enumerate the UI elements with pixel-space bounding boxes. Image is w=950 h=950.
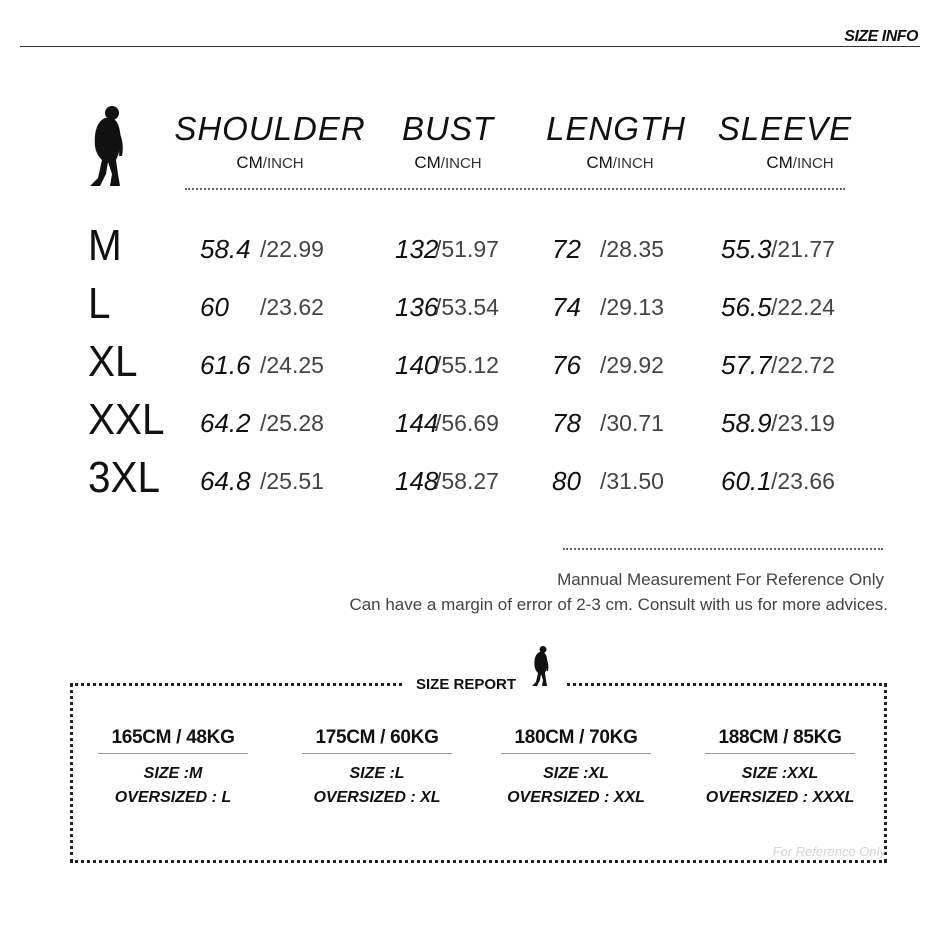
col-unit-bust: CM/INCH (414, 153, 482, 172)
measure-inch-value: /28.35 (600, 236, 664, 262)
measure-inch (771, 352, 835, 379)
measure-cm (395, 292, 438, 323)
measure-cm-value: 55.3 (721, 234, 772, 264)
measure-inch-value: /58.27 (435, 468, 499, 494)
measure-inch (600, 410, 664, 437)
measure-cm-value: 60.1 (721, 466, 772, 496)
report-oversized: OVERSIZED : XL (313, 789, 441, 806)
col-header-length: LENGTH (546, 110, 686, 147)
measure-cm-value: 58.4 (200, 234, 251, 264)
measure-inch-value: /21.77 (771, 236, 835, 262)
measure-inch-value: /25.28 (260, 410, 324, 436)
ape-silhouette-icon (530, 642, 552, 690)
report-underline (302, 753, 452, 754)
measure-cm (395, 466, 438, 497)
measure-cm (552, 408, 581, 439)
measure-inch (260, 294, 324, 321)
report-oversized: OVERSIZED : XXL (507, 789, 645, 806)
measure-cm-value: 64.8 (200, 466, 251, 496)
measure-inch-value: /51.97 (435, 236, 499, 262)
col-header-bust: BUST (401, 110, 494, 147)
measure-inch-value: /23.19 (771, 410, 835, 436)
measure-inch (260, 410, 324, 437)
measure-cm (200, 292, 229, 323)
size-report-title: SIZE REPORT (416, 676, 517, 693)
measure-cm (721, 234, 772, 265)
measure-inch-value: /22.72 (771, 352, 835, 378)
measure-cm (721, 408, 772, 439)
measure-inch-value: /53.54 (435, 294, 499, 320)
measure-inch-value: /30.71 (600, 410, 664, 436)
report-body-stats: 188CM / 85KG (718, 727, 842, 748)
size-label: M (88, 221, 122, 270)
measure-cm-value: 140 (395, 350, 439, 380)
measure-cm-value: 132 (395, 234, 439, 264)
col-header-sleeve: SLEEVE (717, 110, 853, 147)
report-size: SIZE :M (143, 765, 203, 782)
measure-inch-value: /29.92 (600, 352, 664, 378)
report-size: SIZE :L (349, 765, 405, 782)
measure-inch-value: /23.62 (260, 294, 324, 320)
report-size: SIZE :XL (543, 765, 609, 782)
measure-inch-value: /56.69 (435, 410, 499, 436)
measure-inch (600, 294, 664, 321)
measure-cm (552, 292, 581, 323)
measure-cm (395, 350, 438, 381)
measure-cm (552, 466, 581, 497)
report-footnote: For Reference Only (772, 844, 886, 859)
measure-inch (600, 236, 664, 263)
measure-inch (260, 468, 324, 495)
measure-cm-value: 144 (395, 408, 439, 438)
measure-cm (721, 350, 772, 381)
measure-cm (552, 350, 581, 381)
report-underline (98, 753, 248, 754)
report-body-stats: 180CM / 70KG (514, 727, 638, 748)
measure-inch-value: /29.13 (600, 294, 664, 320)
measure-cm-value: 72 (552, 234, 581, 264)
measure-inch (771, 410, 835, 437)
measure-inch (600, 468, 664, 495)
measure-cm (395, 234, 438, 265)
note-margin: Can have a margin of error of 2-3 cm. Consult with us for more advices. (349, 595, 888, 614)
measure-cm (200, 408, 251, 439)
size-label: L (88, 279, 111, 328)
header-rule (20, 46, 920, 47)
header-title: SIZE INFO (844, 28, 918, 45)
measure-cm-value: 64.2 (200, 408, 251, 438)
measure-cm-value: 57.7 (721, 350, 772, 380)
measure-cm-value: 74 (552, 292, 581, 322)
measure-cm-value: 136 (395, 292, 439, 322)
report-entry (486, 727, 666, 807)
measure-inch (435, 468, 499, 495)
measure-inch (771, 294, 835, 321)
measure-inch-value: /22.99 (260, 236, 324, 262)
measure-inch (771, 468, 835, 495)
col-unit-shoulder: CM/INCH (236, 153, 304, 172)
measure-cm (721, 466, 772, 497)
measure-cm-value: 80 (552, 466, 581, 496)
measure-inch (260, 352, 324, 379)
report-underline (705, 753, 855, 754)
measure-cm (721, 292, 772, 323)
size-label: 3XL (88, 453, 161, 502)
measure-cm (395, 408, 438, 439)
report-entry (690, 727, 870, 807)
col-unit-length: CM/INCH (586, 153, 654, 172)
size-label: XL (88, 337, 138, 386)
measure-cm (200, 350, 251, 381)
notes-divider (563, 548, 883, 550)
measure-inch (600, 352, 664, 379)
header-divider (185, 188, 845, 190)
report-entry (287, 727, 467, 807)
measure-cm-value: 56.5 (721, 292, 772, 322)
measure-cm-value: 61.6 (200, 350, 251, 380)
col-unit-sleeve: CM/INCH (766, 153, 834, 172)
measure-cm (200, 234, 251, 265)
measure-inch-value: /25.51 (260, 468, 324, 494)
ape-silhouette-icon (86, 104, 130, 188)
measure-inch (435, 236, 499, 263)
measure-inch-value: /22.24 (771, 294, 835, 320)
report-size: SIZE :XXL (741, 765, 819, 782)
measure-cm-value: 60 (200, 292, 229, 322)
measure-inch-value: /23.66 (771, 468, 835, 494)
measure-inch (435, 352, 499, 379)
report-body-stats: 165CM / 48KG (111, 727, 235, 748)
measure-cm-value: 78 (552, 408, 581, 438)
measure-inch (771, 236, 835, 263)
measure-cm-value: 58.9 (721, 408, 772, 438)
report-underline (501, 753, 651, 754)
measure-inch (435, 410, 499, 437)
report-entry (83, 727, 263, 807)
size-label: XXL (88, 395, 165, 444)
report-body-stats: 175CM / 60KG (315, 727, 439, 748)
measure-inch-value: /31.50 (600, 468, 664, 494)
measure-cm-value: 76 (552, 350, 581, 380)
measure-cm-value: 148 (395, 466, 439, 496)
measure-cm (200, 466, 251, 497)
report-oversized: OVERSIZED : XXXL (705, 789, 855, 806)
col-header-shoulder: SHOULDER (174, 110, 366, 147)
measure-inch-value: /24.25 (260, 352, 324, 378)
note-reference: Mannual Measurement For Reference Only (557, 570, 884, 589)
measure-inch (435, 294, 499, 321)
measure-inch (260, 236, 324, 263)
measure-cm (552, 234, 581, 265)
measure-inch-value: /55.12 (435, 352, 499, 378)
report-oversized: OVERSIZED : L (114, 789, 232, 806)
